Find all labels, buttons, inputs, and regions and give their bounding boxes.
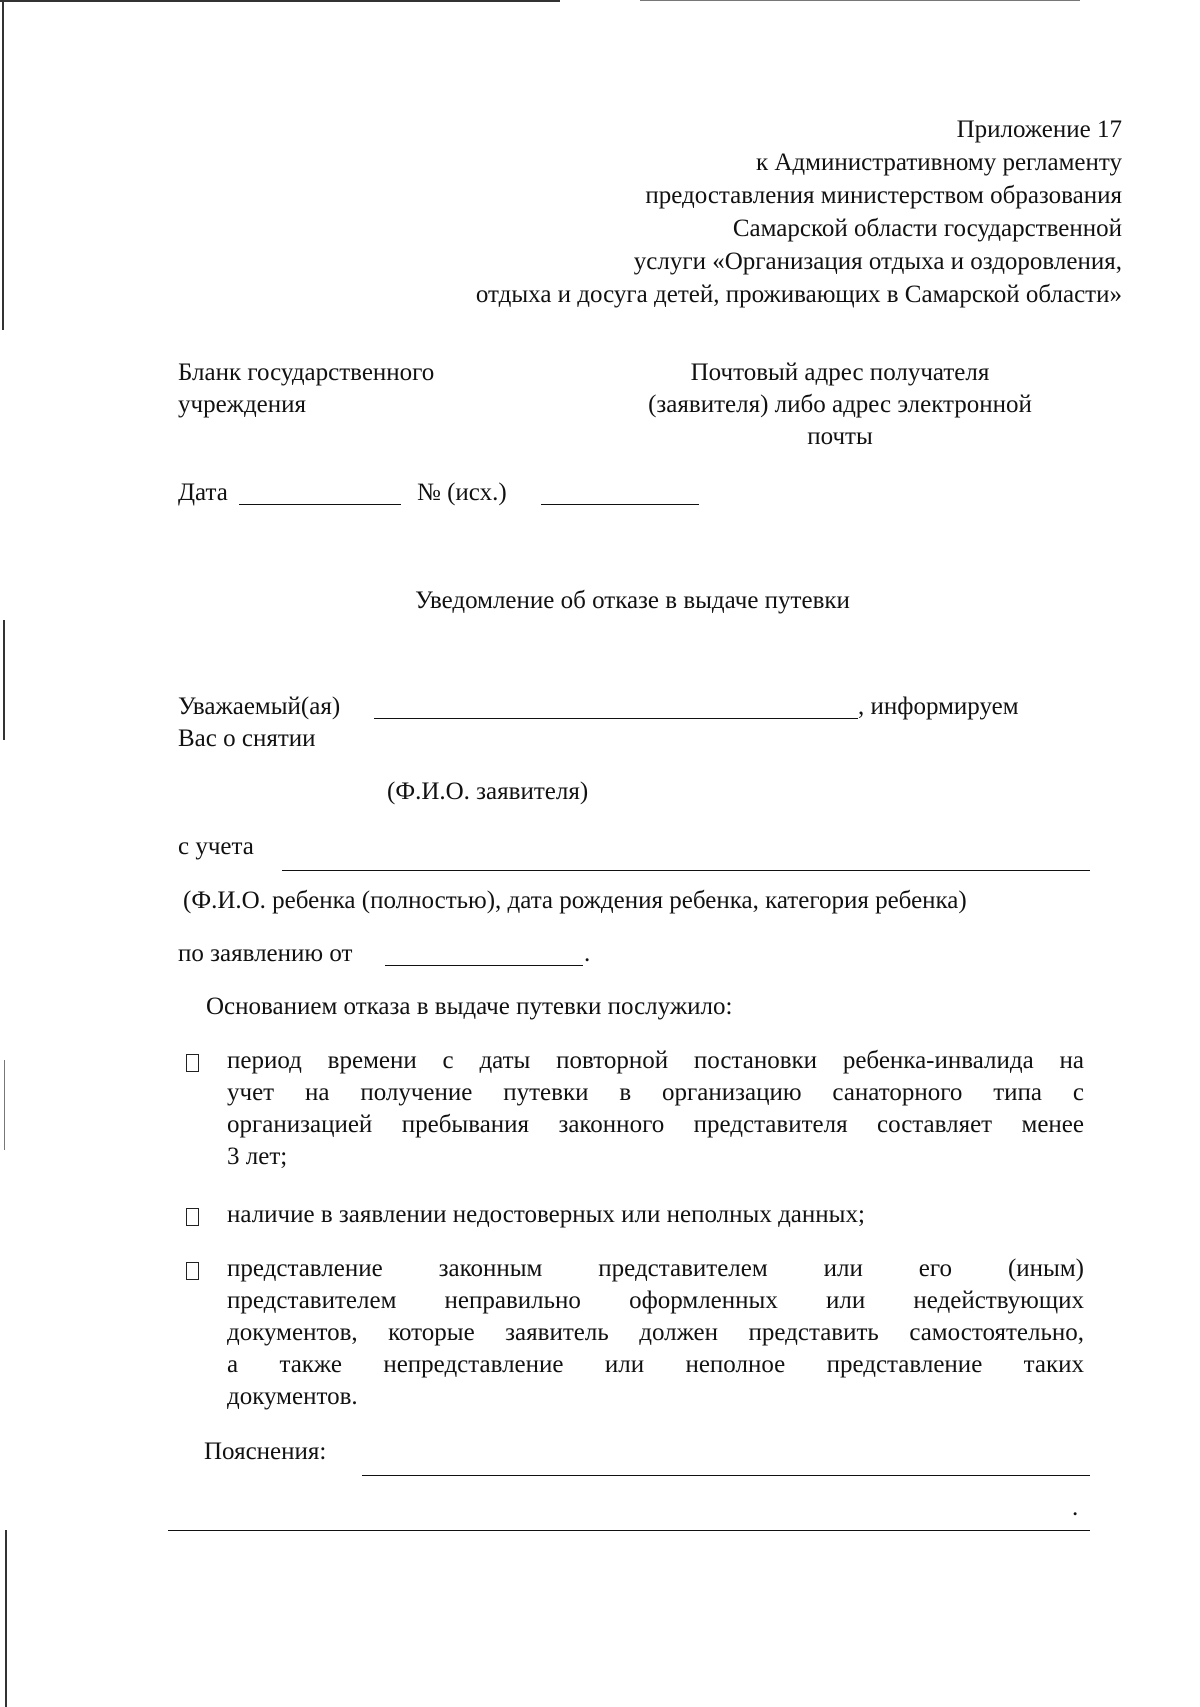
- scan-edge-top-right: [640, 0, 1080, 1]
- postal-line-2: (заявителя) либо адрес электронной: [648, 391, 1032, 418]
- scan-edge-left-low: [4, 1060, 5, 1150]
- reason-3-checkbox[interactable]: [186, 1262, 199, 1280]
- number-blank-line: [541, 504, 699, 505]
- scan-edge-left-mid: [3, 620, 5, 740]
- reason-1-line-2: учет на получение путевки в организацию санаторного типа с: [227, 1079, 1084, 1106]
- final-period: .: [1072, 1494, 1079, 1521]
- scan-edge-top: [0, 0, 560, 2]
- postal-line-1: Почтовый адрес получателя: [690, 359, 990, 386]
- dear-label: Уважаемый(ая): [178, 693, 341, 720]
- reason-2-checkbox[interactable]: [186, 1208, 199, 1226]
- reason-3-line-3: документов, которые заявитель должен представить самостоятельно,: [227, 1319, 1084, 1346]
- applicant-caption: (Ф.И.О. заявителя): [387, 778, 589, 805]
- blank-line-1: Бланк государственного: [178, 359, 435, 386]
- by-application-text: по заявлению от: [178, 940, 353, 967]
- number-label: № (исх.): [417, 479, 507, 506]
- date-blank-line: [239, 504, 401, 505]
- appendix-line-1: Приложение 17: [956, 116, 1122, 143]
- scan-edge-left-top: [2, 0, 4, 330]
- appendix-line-6: отдыха и досуга детей, проживающих в Самарской области»: [475, 281, 1122, 308]
- child-info-line: [282, 870, 1090, 871]
- reason-3-line-5: документов.: [227, 1383, 358, 1410]
- reason-2-line-1: наличие в заявлении недостоверных или неполных данных;: [227, 1201, 865, 1228]
- explanations-line-2: [168, 1530, 1090, 1531]
- explanations-line-1: [362, 1475, 1090, 1476]
- date-label: Дата: [178, 479, 228, 506]
- postal-line-3: почты: [807, 423, 873, 450]
- from-register-text: с учета: [178, 833, 254, 860]
- scan-edge-left-bottom: [5, 1530, 7, 1707]
- reason-intro: Основанием отказа в выдаче путевки послужило:: [206, 993, 733, 1020]
- applicant-name-line: [374, 718, 858, 719]
- reason-1-checkbox[interactable]: [186, 1054, 199, 1072]
- application-period: .: [584, 940, 591, 967]
- child-caption: (Ф.И.О. ребенка (полностью), дата рождения ребенка, категория ребенка): [183, 887, 967, 914]
- appendix-line-2: к Административному регламенту: [755, 149, 1122, 176]
- reason-3-line-1: представление законным представителем или его (иным): [227, 1255, 1084, 1282]
- inform-text: , информируем: [858, 693, 1019, 720]
- reason-1-line-4: 3 лет;: [227, 1143, 288, 1170]
- appendix-line-5: услуги «Организация отдыха и оздоровления,: [633, 248, 1122, 275]
- reason-1-line-1: период времени с даты повторной постановки ребенка-инвалида на: [227, 1047, 1084, 1074]
- explanations-label: Пояснения:: [204, 1438, 327, 1465]
- appendix-line-3: предоставления министерством образования: [645, 182, 1122, 209]
- reason-1-line-3: организацией пребывания законного представителя составляет менее: [227, 1111, 1084, 1138]
- document-title: Уведомление об отказе в выдаче путевки: [415, 587, 850, 614]
- appendix-line-4: Самарской области государственной: [732, 215, 1122, 242]
- blank-line-2: учреждения: [178, 391, 307, 418]
- application-date-line: [385, 965, 583, 966]
- reason-3-line-2: представителем неправильно оформленных или недействующих: [227, 1287, 1084, 1314]
- about-text: Вас о снятии: [178, 725, 316, 752]
- reason-3-line-4: а также непредставление или неполное представление таких: [227, 1351, 1084, 1378]
